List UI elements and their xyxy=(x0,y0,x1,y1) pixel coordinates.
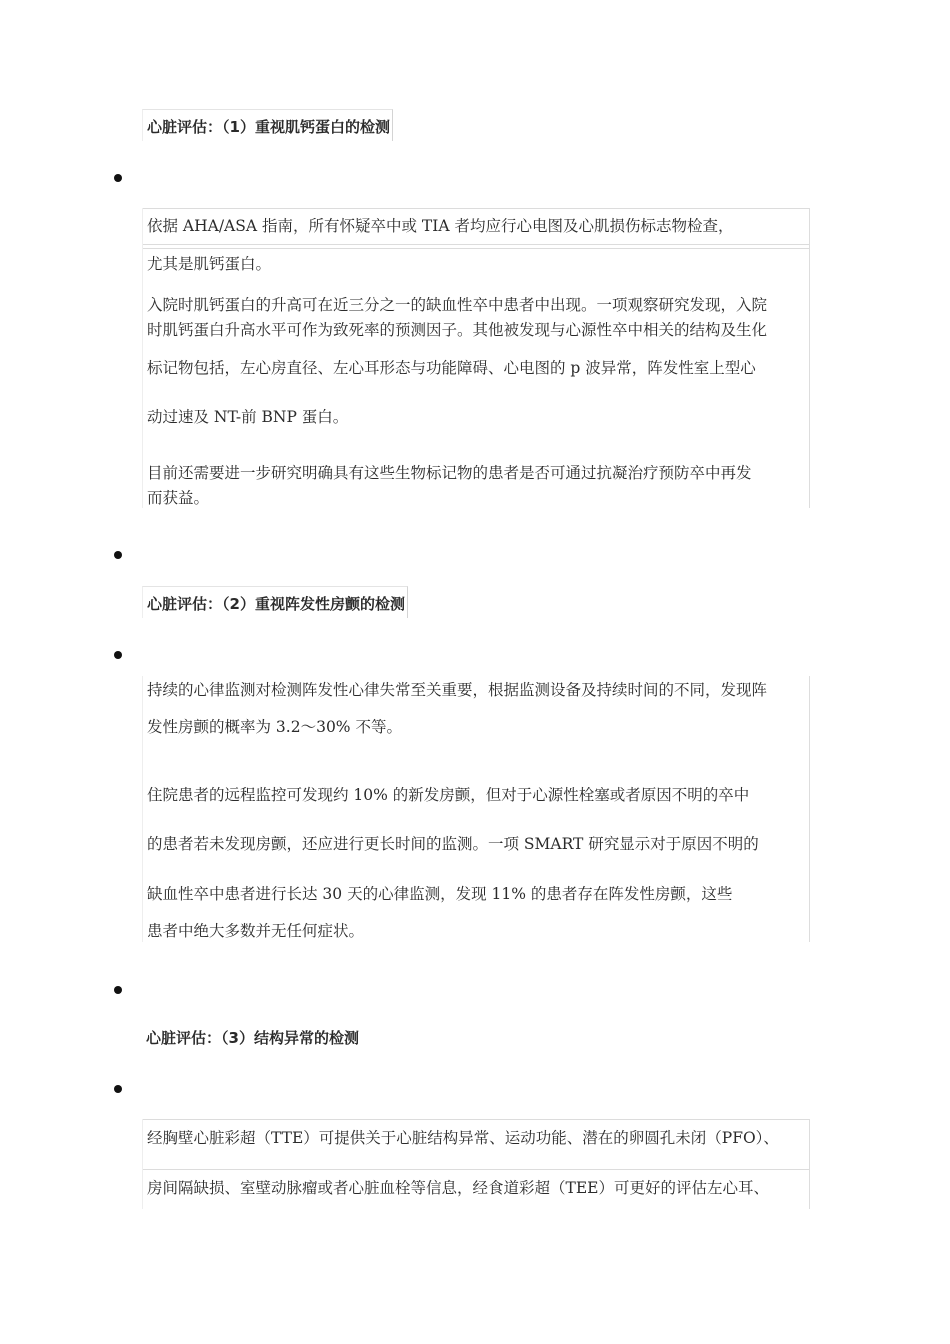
section-heading-3: 心脏评估：（3）结构异常的检测 xyxy=(146,1029,359,1047)
list-bullet xyxy=(114,986,122,994)
paragraph-line: 动过速及 NT-前 BNP 蛋白。 xyxy=(147,408,349,426)
paragraph-line: 发性房颤的概率为 3.2～30% 不等。 xyxy=(147,718,402,736)
divider xyxy=(143,208,809,209)
paragraph-line: 的患者若未发现房颤，还应进行更长时间的监测。一项 SMART 研究显示对于原因不明的 xyxy=(147,835,759,853)
paragraph-line: 患者中绝大多数并无任何症状。 xyxy=(147,922,365,940)
paragraph-line: 依据 AHA/ASA 指南，所有怀疑卒中或 TIA 者均应行心电图及心肌损伤标志物检查， xyxy=(147,217,734,235)
section-heading-1: 心脏评估：（1）重视肌钙蛋白的检测 xyxy=(142,109,393,141)
section-3-text-block xyxy=(142,1119,810,1209)
list-bullet xyxy=(114,1085,122,1093)
divider xyxy=(143,244,809,245)
section-1-text-block xyxy=(142,208,810,508)
section-heading-2: 心脏评估：（2）重视阵发性房颤的检测 xyxy=(142,586,408,618)
paragraph-line: 房间隔缺损、室壁动脉瘤或者心脏血栓等信息，经食道彩超（TEE）可更好的评估左心耳、 xyxy=(147,1179,769,1197)
divider xyxy=(143,248,809,249)
list-bullet xyxy=(114,551,122,559)
paragraph-line: 入院时肌钙蛋白的升高可在近三分之一的缺血性卒中患者中出现。一项观察研究发现，入院 xyxy=(147,296,768,314)
divider xyxy=(143,1119,809,1120)
paragraph-line: 缺血性卒中患者进行长达 30 天的心律监测，发现 11% 的患者存在阵发性房颤，这些 xyxy=(147,885,733,903)
paragraph-line: 标记物包括，左心房直径、左心耳形态与功能障碍、心电图的 p 波异常，阵发性室上型心 xyxy=(147,359,756,377)
paragraph-line: 时肌钙蛋白升高水平可作为致死率的预测因子。其他被发现与心源性卒中相关的结构及生化 xyxy=(147,321,768,339)
paragraph-line: 经胸壁心脏彩超（TTE）可提供关于心脏结构异常、运动功能、潜在的卵圆孔未闭（PFO）、 xyxy=(147,1129,779,1147)
paragraph-line: 目前还需要进一步研究明确具有这些生物标记物的患者是否可通过抗凝治疗预防卒中再发 xyxy=(147,464,752,482)
list-bullet xyxy=(114,174,122,182)
paragraph-line: 持续的心律监测对检测阵发性心律失常至关重要，根据监测设备及持续时间的不同，发现阵 xyxy=(147,681,768,699)
divider xyxy=(143,1169,809,1170)
list-bullet xyxy=(114,651,122,659)
section-2-text-block xyxy=(142,676,810,942)
paragraph-line: 而获益。 xyxy=(147,489,210,507)
paragraph-line: 住院患者的远程监控可发现约 10% 的新发房颤，但对于心源性栓塞或者原因不明的卒中 xyxy=(147,786,750,804)
paragraph-line: 尤其是肌钙蛋白。 xyxy=(147,255,272,273)
